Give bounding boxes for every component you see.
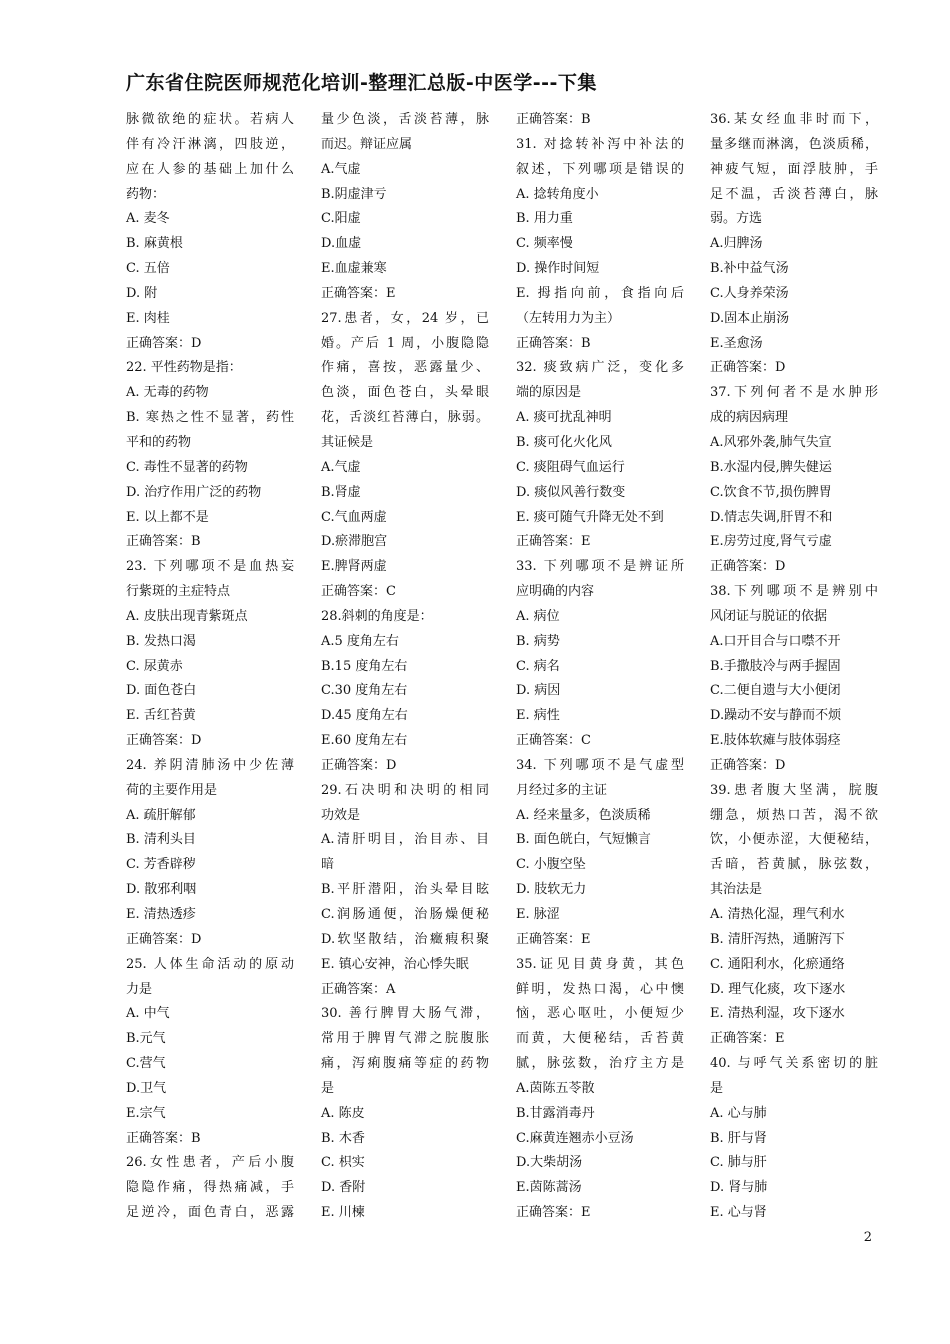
text-line: B.元气: [126, 1031, 166, 1047]
text-line: B. 寒热之性不显著，药性: [126, 410, 294, 426]
text-line: 脉微欲绝的症状。若病人: [126, 112, 294, 127]
text-line: E. 痰可随气升降无处不到: [516, 509, 664, 525]
text-line: 隐隐作痛，得热痛减，手: [126, 1180, 294, 1196]
text-line: 其证候是: [321, 434, 374, 450]
text-line: A. 无毒的药物: [126, 385, 209, 401]
text-line: 色淡，面色苍白，头晕眼: [321, 385, 489, 401]
text-line: A. 陈皮: [321, 1105, 365, 1121]
text-line: 而迟。辩证应属: [321, 136, 413, 152]
text-line: B.平肝潜阳，治头晕目眩: [321, 882, 489, 898]
text-line: D.血虚: [321, 236, 362, 252]
text-line: 29.石决明和决明的相同: [321, 782, 489, 798]
text-line: C. 频率慢: [516, 236, 573, 252]
text-line: E. 清热透疹: [126, 907, 196, 922]
text-line: D.卫气: [126, 1080, 167, 1096]
text-line: E.茵陈蒿汤: [516, 1180, 582, 1196]
text-line: C. 病名: [516, 658, 560, 674]
text-line: 应在人参的基础上加什么: [126, 161, 294, 177]
text-line: 作痛，喜按，恶露量少、: [321, 360, 489, 376]
text-line: 25. 人体生命活动的原动: [126, 956, 294, 972]
text-line: 痛，泻痢腹痛等症的药物: [321, 1056, 489, 1072]
text-line: C.阳虚: [321, 211, 361, 227]
text-line: A.茵陈五苓散: [516, 1080, 595, 1096]
text-line: 应明确的内容: [516, 584, 595, 600]
text-line: D. 面色苍白: [126, 683, 197, 699]
text-line: 绷急，烦热口苦，渴不欲: [710, 807, 878, 823]
text-line: B. 面色㿠白，气短懒言: [516, 832, 651, 848]
text-line: E. 心与肾: [710, 1205, 767, 1221]
text-line: E. 脉涩: [516, 907, 560, 922]
text-line: E. 病性: [516, 708, 560, 724]
text-line: 正确答案：B: [516, 335, 591, 351]
text-line: B. 清利头目: [126, 832, 196, 848]
text-line: B.阴虚津亏: [321, 186, 387, 202]
text-line: B. 病势: [516, 633, 560, 649]
text-line: C.营气: [126, 1056, 166, 1072]
text-line: C.人身养荣汤: [710, 285, 789, 301]
text-line: B.肾虚: [321, 484, 361, 500]
text-line: A. 病位: [516, 608, 560, 624]
text-line: 恼，恶心呕吐，小便短少: [516, 1006, 684, 1022]
text-line: B. 肝与肾: [710, 1130, 767, 1146]
text-line: B. 麻黄根: [126, 236, 183, 252]
text-line: 36.某女经血非时而下，: [710, 112, 878, 127]
text-line: C. 小腹空坠: [516, 857, 586, 873]
text-line: E.60 度角左右: [321, 733, 408, 749]
text-line: 弱。方选: [710, 211, 763, 227]
text-line: 正确答案：D: [321, 757, 397, 773]
text-line: D. 病因: [516, 683, 561, 699]
text-line: 27.患者，女，24 岁，已: [321, 310, 489, 326]
text-line: C. 毒性不显著的药物: [126, 459, 248, 475]
text-line: 药物：: [126, 186, 166, 202]
text-line: C. 芳香辟秽: [126, 857, 196, 873]
text-line: 饮，小便赤涩，大便秘结，: [710, 832, 878, 848]
text-line: D. 附: [126, 285, 158, 301]
text-line: D.瘀滞胞宫: [321, 534, 388, 550]
text-line: 正确答案：D: [126, 335, 202, 351]
text-line: B. 清肝泻热，通腑泻下: [710, 931, 845, 947]
text-line: 风闭证与脱证的依据: [710, 608, 828, 624]
text-line: E. 清热利湿，攻下逐水: [710, 1006, 845, 1022]
text-line: 足逆冷，面色青白，恶露: [126, 1205, 294, 1221]
text-line: D. 痰似风善行数变: [516, 484, 626, 500]
text-line: 平和的药物: [126, 434, 192, 450]
text-line: 正确答案：E: [516, 1205, 591, 1221]
text-line: E.房劳过度,肾气亏虚: [710, 534, 832, 550]
text-line: 37.下列何者不是水肿形: [710, 385, 878, 401]
text-line: 量多继而淋漓，色淡质稀，: [710, 136, 878, 152]
text-line: E. 以上都不是: [126, 509, 209, 525]
text-line: 正确答案：B: [516, 112, 591, 127]
text-line: 荷的主要作用是: [126, 782, 218, 798]
text-column-3: [516, 108, 684, 1226]
text-line: A.风邪外袭,肺气失宣: [710, 434, 832, 450]
text-line: 正确答案：E: [516, 931, 591, 947]
text-line: B.15 度角左右: [321, 658, 408, 674]
text-line: 正确答案：E: [321, 285, 396, 301]
text-line: C.二便自遗与大小便闭: [710, 683, 841, 699]
text-line: 24. 养阴清肺汤中少佐薄: [126, 757, 294, 773]
text-line: 是: [321, 1080, 335, 1096]
text-line: B.补中益气汤: [710, 261, 789, 277]
text-line: 正确答案：D: [126, 733, 202, 749]
text-line: 35.证见目黄身黄，其色: [516, 956, 684, 972]
text-line: E.肢体软瘫与肢体弱痉: [710, 733, 841, 749]
text-line: 32. 痰致病广泛，变化多: [516, 360, 684, 376]
text-column-1: [126, 108, 294, 1226]
text-line: 花，舌淡红苔薄白，脉弱。: [321, 410, 489, 426]
text-line: B.甘露消毒丹: [516, 1105, 595, 1121]
text-line: 舌暗，苔黄腻，脉弦数，: [710, 857, 878, 873]
text-line: 婚。产后 1 周，小腹隐隐: [321, 335, 489, 351]
page-title: 广东省住院医师规范化培训-整理汇总版-中医学---下集: [126, 72, 597, 94]
text-line: 力是: [126, 981, 153, 997]
text-line: C.麻黄连翘赤小豆汤: [516, 1130, 634, 1146]
text-line: A. 疏肝解郁: [126, 807, 196, 823]
text-line: 叙述，下列哪项是错误的: [516, 161, 684, 177]
text-line: C.饮食不节,损伤脾胃: [710, 484, 832, 500]
text-line: B.手撒肢冷与两手握固: [710, 658, 841, 674]
text-column-2: [321, 108, 489, 1226]
page-number: 2: [863, 1230, 872, 1245]
text-line: 正确答案：D: [710, 559, 786, 575]
text-line: D.软坚散结，治癥瘕积聚: [321, 931, 489, 947]
text-line: 正确答案：E: [710, 1031, 785, 1047]
text-line: E. 舌红苔黄: [126, 708, 196, 724]
text-line: E. 肉桂: [126, 310, 170, 326]
text-line: 量少色淡，舌淡苔薄，脉: [321, 112, 489, 127]
text-line: A.气虚: [321, 161, 361, 177]
text-line: 神疲气短，面浮肢肿，手: [710, 161, 878, 177]
text-line: C. 肺与肝: [710, 1155, 767, 1171]
text-line: A. 痰可扰乱神明: [516, 410, 612, 426]
text-line: 其治法是: [710, 882, 763, 898]
text-line: D. 操作时间短: [516, 261, 600, 277]
text-line: A.归脾汤: [710, 236, 763, 252]
text-line: B.水湿内侵,脾失健运: [710, 459, 832, 475]
text-line: A.5 度角左右: [321, 633, 399, 649]
text-line: C. 尿黄赤: [126, 658, 183, 674]
text-line: 正确答案：A: [321, 981, 396, 997]
text-line: 正确答案：E: [516, 534, 591, 550]
text-line: A. 中气: [126, 1006, 170, 1022]
text-line: 正确答案：D: [710, 360, 786, 376]
text-line: 28.斜刺的角度是：: [321, 608, 433, 624]
text-line: 23. 下列哪项不是血热妄: [126, 559, 294, 575]
text-line: A. 经来量多，色淡质稀: [516, 807, 651, 823]
text-line: C. 五倍: [126, 261, 170, 277]
text-line: 22. 平性药物是指：: [126, 360, 242, 376]
text-column-4: [710, 108, 878, 1226]
text-line: E. 川楝: [321, 1205, 365, 1221]
text-line: D. 香附: [321, 1180, 366, 1196]
text-line: C.30 度角左右: [321, 683, 408, 699]
text-line: 行紫斑的主症特点: [126, 584, 231, 600]
text-line: 正确答案：D: [710, 757, 786, 773]
text-line: 正确答案：D: [126, 931, 202, 947]
text-line: E. 镇心安神，治心悸失眠: [321, 956, 469, 972]
text-line: 常用于脾胃气滞之脘腹胀: [321, 1031, 489, 1047]
text-line: A.口开目合与口噤不开: [710, 633, 841, 649]
text-line: A. 清热化湿，理气利水: [710, 907, 845, 922]
text-line: 33. 下列哪项不是辨证所: [516, 559, 684, 575]
text-line: 40. 与呼气关系密切的脏: [710, 1056, 878, 1072]
text-line: A.清肝明目，治目赤、目: [321, 832, 489, 848]
text-line: D.固本止崩汤: [710, 310, 790, 326]
text-line: 足不温，舌淡苔薄白，脉: [710, 186, 878, 202]
text-line: E.圣愈汤: [710, 335, 763, 351]
text-line: D.情志失调,肝胃不和: [710, 509, 833, 525]
text-line: 39.患者腹大坚满，脘腹: [710, 782, 878, 798]
text-line: 34. 下列哪项不是气虚型: [516, 757, 684, 773]
text-line: 成的病因病理: [710, 410, 789, 426]
text-line: 鲜明，发热口渴，心中懊: [516, 981, 684, 997]
text-line: A. 皮肤出现青紫斑点: [126, 608, 248, 624]
text-line: 正确答案：C: [516, 733, 591, 749]
text-line: C. 通阳利水，化瘀通络: [710, 956, 845, 972]
text-line: D. 肢软无力: [516, 882, 587, 898]
text-line: C. 枳实: [321, 1155, 365, 1171]
text-line: 而黄，大便秘结，舌苔黄: [516, 1031, 684, 1047]
text-line: （左转用力为主）: [516, 310, 621, 326]
text-line: C. 痰阻碍气血运行: [516, 459, 625, 475]
text-line: C.气血两虚: [321, 509, 387, 525]
text-line: A. 捻转角度小: [516, 186, 599, 202]
text-line: E. 拇指向前，食指向后: [516, 285, 684, 301]
text-line: D. 理气化痰，攻下逐水: [710, 981, 846, 997]
text-line: D.45 度角左右: [321, 708, 408, 724]
text-line: 是: [710, 1080, 724, 1096]
text-line: 腻，脉弦数，治疗主方是: [516, 1056, 684, 1072]
text-line: B. 痰可化火化风: [516, 434, 612, 450]
text-line: B. 发热口渴: [126, 633, 196, 649]
text-line: D. 肾与肺: [710, 1180, 768, 1196]
text-line: 暗: [321, 857, 335, 873]
text-line: 功效是: [321, 807, 361, 823]
text-line: 端的原因是: [516, 385, 582, 401]
text-line: D.躁动不安与静而不烦: [710, 708, 842, 724]
text-line: 26.女性患者，产后小腹: [126, 1155, 294, 1171]
text-line: B. 木香: [321, 1130, 365, 1146]
text-line: D. 治疗作用广泛的药物: [126, 484, 262, 500]
text-line: 正确答案：C: [321, 584, 396, 600]
text-line: 月经过多的主证: [516, 782, 608, 798]
text-line: B. 用力重: [516, 211, 573, 227]
text-line: E.血虚兼寒: [321, 261, 387, 277]
text-line: A. 心与肺: [710, 1105, 767, 1121]
text-line: 正确答案：B: [126, 534, 201, 550]
text-line: A. 麦冬: [126, 211, 170, 227]
text-line: E.宗气: [126, 1105, 166, 1121]
text-line: 伴有冷汗淋漓，四肢逆，: [126, 136, 294, 152]
text-line: D. 散邪利咽: [126, 882, 197, 898]
text-line: 38.下列哪项不是辨别中: [710, 584, 878, 600]
text-line: 正确答案：B: [126, 1130, 201, 1146]
text-line: C.润肠通便，治肠燥便秘: [321, 907, 489, 922]
text-line: A.气虚: [321, 459, 361, 475]
text-line: 31. 对捻转补泻中补法的: [516, 136, 684, 152]
text-line: D.大柴胡汤: [516, 1155, 583, 1171]
text-line: E.脾肾两虚: [321, 559, 387, 575]
text-line: 30. 善行脾胃大肠气滞，: [321, 1006, 489, 1022]
